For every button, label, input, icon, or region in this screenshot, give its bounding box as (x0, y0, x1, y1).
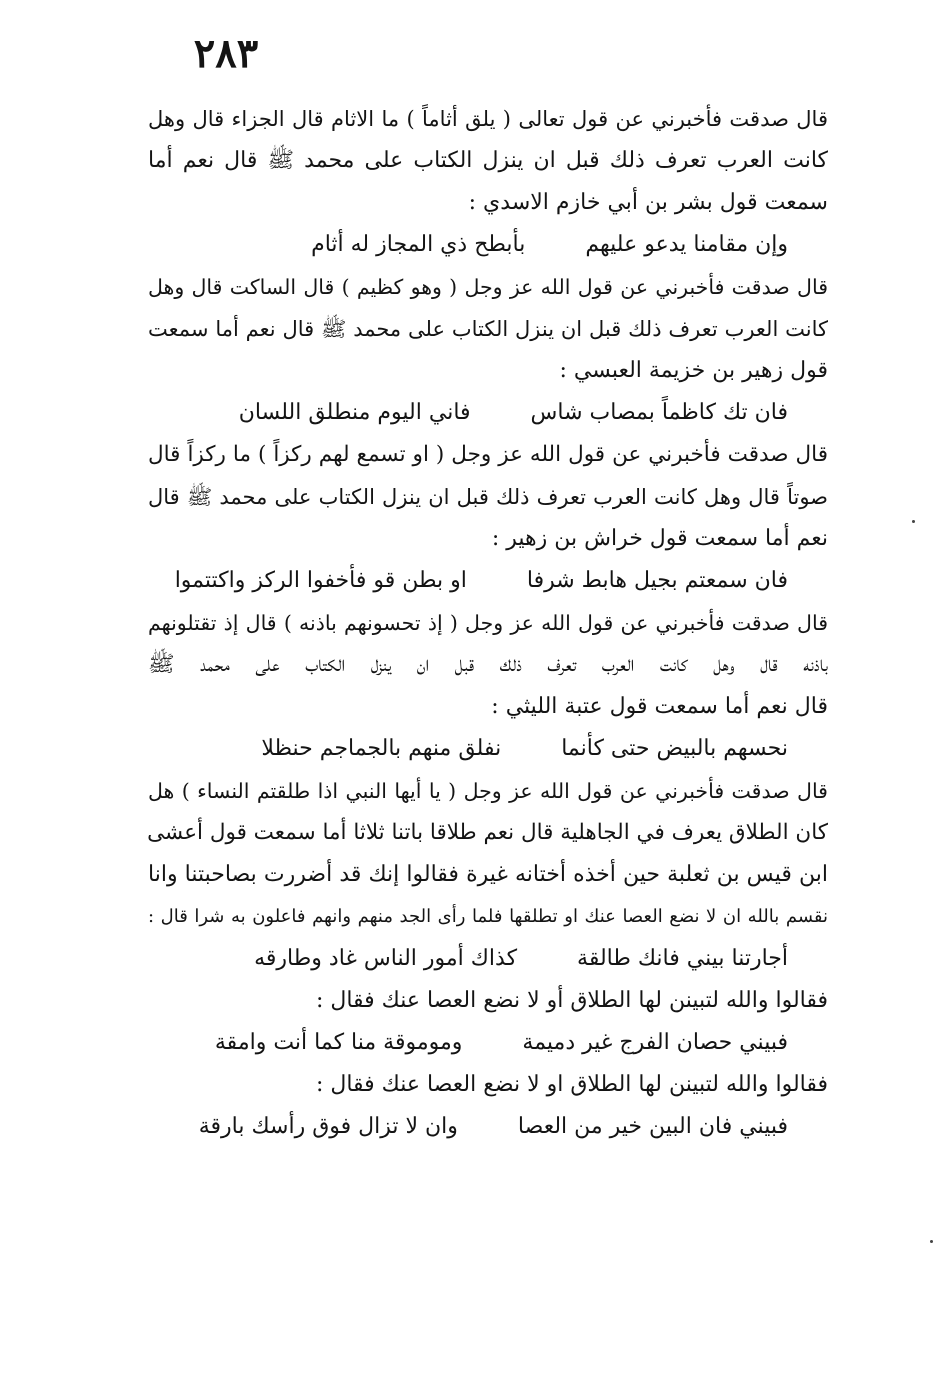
verse-first-hemistich: أجارتنا بيني فانك طالقة (577, 946, 788, 971)
verse-second-hemistich: كذاك أمور الناس غاد وطارقه (254, 946, 518, 971)
verse-second-hemistich: او بطن قو فأخفوا الركز واكتتموا (174, 568, 467, 593)
scan-speck (912, 520, 915, 523)
verse-second-hemistich: بأبطح ذي المجاز له أثام (311, 232, 526, 257)
prose-line: صوتاً قال وهل كانت العرب تعرف ذلك قبل ان ينزل الكتاب على محمد ﷺ قال (148, 485, 828, 509)
verse-second-hemistich: نفلق منهم بالجماجم حنظلا (261, 736, 502, 761)
verse-first-hemistich: فان تك كاظماً بمصاب شاس (530, 400, 788, 425)
verse-line (148, 1022, 828, 1064)
scan-speck (930, 1240, 933, 1243)
prose-line: فقالوا والله لتبينن لها الطلاق او لا نضع العصا عنك فقال : (315, 1072, 828, 1097)
prose-line: قال صدقت فأخبرني عن قول الله عز وجل ( يا أيها النبي اذا طلقتم النساء ) هل (148, 779, 828, 803)
prose-line: قول زهير بن خزيمة العبسي : (559, 358, 828, 383)
verse-second-hemistich: فاني اليوم منطلق اللسان (238, 400, 471, 425)
prose-line: فقالوا والله لتبينن لها الطلاق أو لا نضع العصا عنك فقال : (315, 988, 828, 1013)
verse-line (148, 1106, 828, 1148)
prose-line: قال نعم أما سمعت قول عتبة الليثي : (491, 694, 828, 719)
verse-line (148, 728, 828, 770)
verse-second-hemistich: وان لا تزال فوق رأسك بارقة (198, 1114, 458, 1139)
verse-first-hemistich: فان سمعتم بجيل هابط شرفا (526, 568, 788, 593)
verse-second-hemistich: وموموقة منا كما أنت وامقة (214, 1030, 463, 1055)
verse-first-hemistich: فبيني حصان الفرج غير دميمة (522, 1030, 788, 1055)
prose-line: قال صدقت فأخبرني عن قول الله عز وجل ( إذ تحسونهم باذنه ) قال إذ تقتلونهم (148, 611, 828, 635)
prose-line: ابن قيس بن ثعلبة حين أخذه أختانه غيرة فقالوا إنك قد أضررت بصاحبتنا وانا (148, 862, 828, 887)
prose-line: باذنه قال وهل كانت العرب تعرف ذلك قبل ان ينزل الكتاب على محمد ﷺ (148, 652, 828, 677)
page-body (148, 98, 828, 1148)
verse-first-hemistich: نحسهم بالبيض حتى كأنما (561, 736, 788, 761)
prose-line: سمعت قول بشر بن أبي خازم الاسدي : (468, 190, 828, 215)
verse-first-hemistich: فبيني فان البين خير من العصا (517, 1114, 788, 1139)
prose-line: نعم أما سمعت قول خراش بن زهير : (491, 526, 828, 551)
verse-first-hemistich: وإن مقامنا يدعو عليهم (585, 232, 788, 257)
prose-line: قال صدقت فأخبرني عن قول تعالى ( يلق أثاماً ) ما الاثام قال الجزاء قال وهل (148, 107, 828, 131)
prose-line: كان الطلاق يعرف في الجاهلية قال نعم طلاقا باتنا ثلاثا أما سمعت قول أعشى (147, 820, 828, 845)
prose-line: نقسم بالله ان لا نضع العصا عنك او تطلقها فلما رأى الجد منهم وانهم فاعلون به شرا قال : (148, 906, 828, 927)
verse-line (148, 560, 828, 602)
prose-line: قال صدقت فأخبرني عن قول الله عز وجل ( وهو كظيم ) قال الساكت قال وهل (148, 275, 828, 299)
prose-line: قال صدقت فأخبرني عن قول الله عز وجل ( او تسمع لهم ركزاً ) ما ركزاً قال (148, 442, 828, 467)
prose-line: كانت العرب تعرف ذلك قبل ان ينزل الكتاب على محمد ﷺ قال نعم أما سمعت (148, 317, 828, 341)
verse-line (148, 938, 828, 980)
verse-line (148, 224, 828, 266)
prose-line: كانت العرب تعرف ذلك قبل ان ينزل الكتاب على محمد ﷺ قال نعم أما (148, 148, 828, 173)
verse-line (148, 392, 828, 434)
page-number: ٢٨٣ (193, 30, 259, 77)
